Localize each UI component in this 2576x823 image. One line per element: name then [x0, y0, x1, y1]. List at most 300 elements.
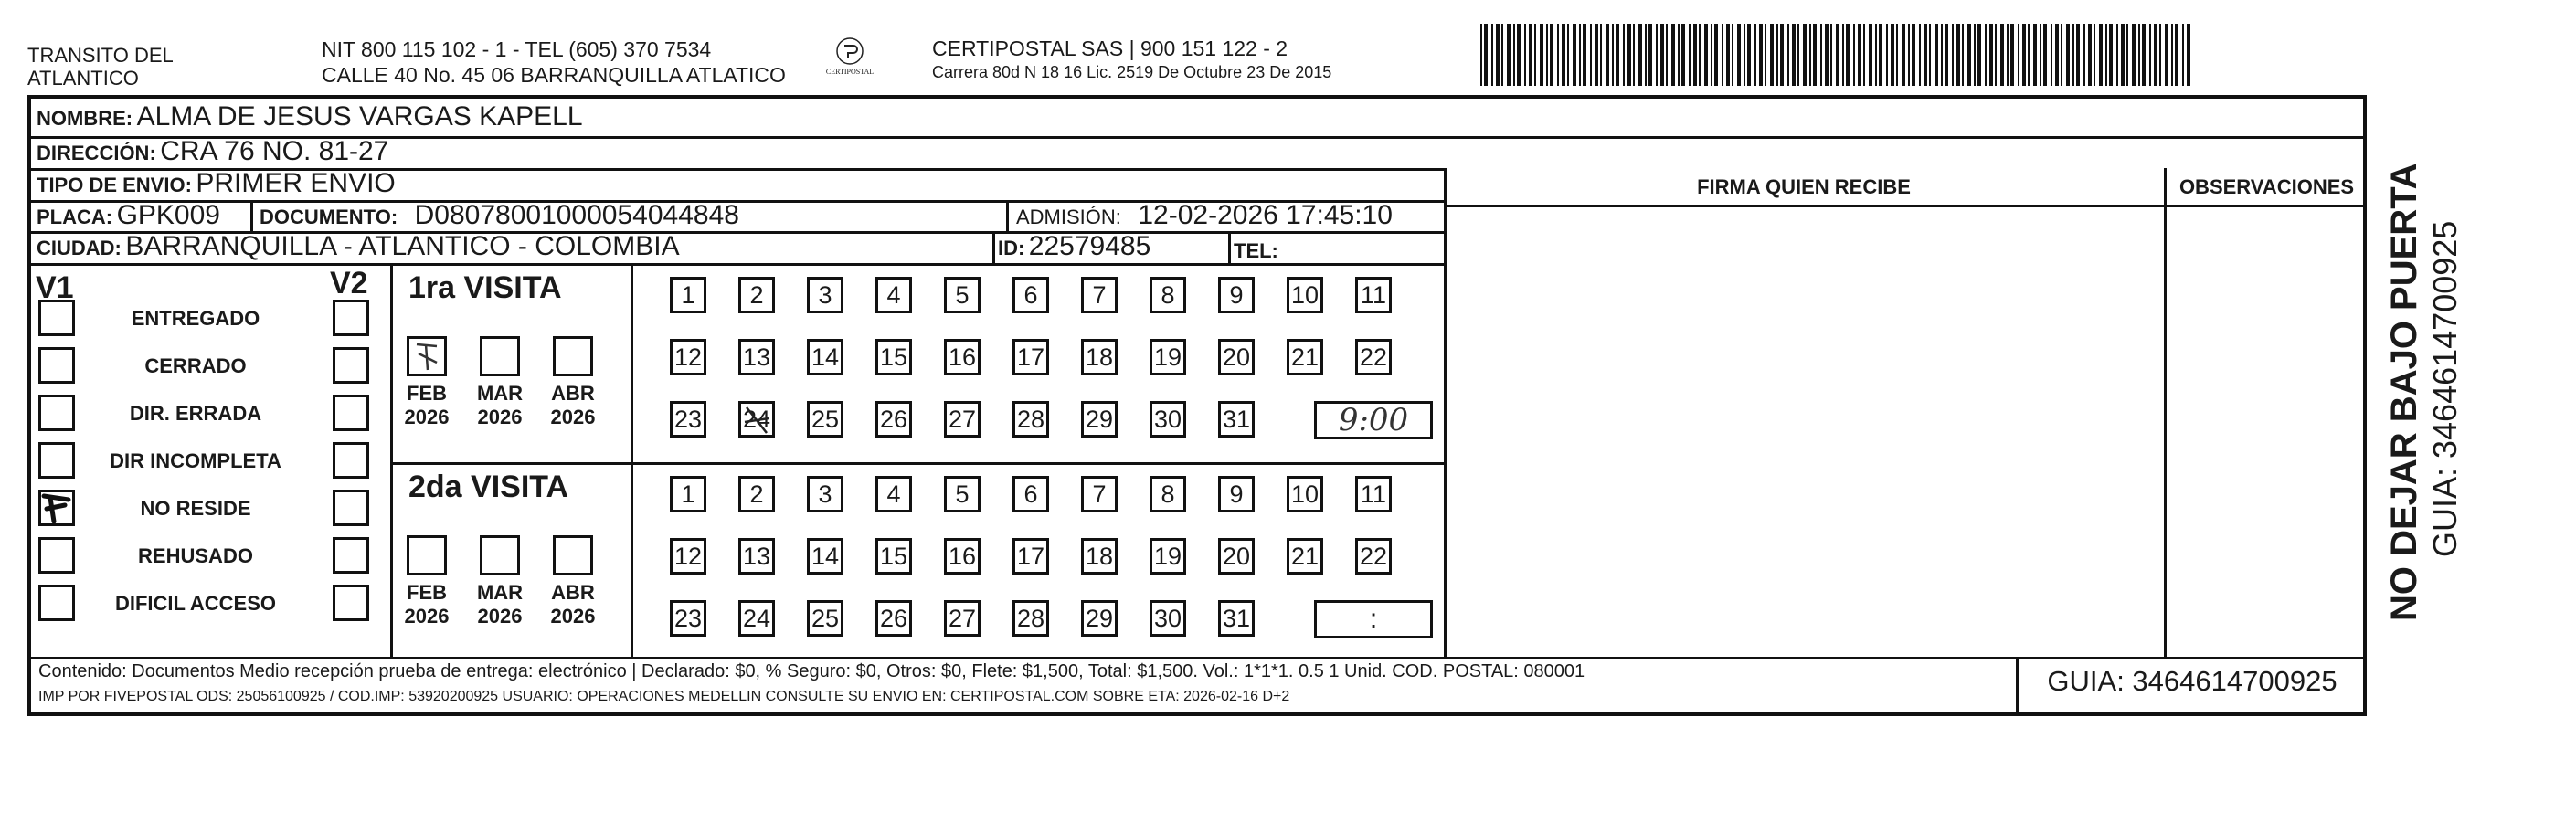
barcode-bar	[1612, 24, 1614, 86]
day-box[interactable]	[1081, 401, 1118, 438]
day-number: 10	[1290, 281, 1320, 309]
barcode-bar	[1501, 24, 1503, 86]
day-number: 13	[742, 343, 771, 371]
observaciones-header: OBSERVACIONES	[2178, 175, 2355, 198]
day-box[interactable]	[944, 538, 981, 575]
check-mark-icon	[41, 492, 72, 523]
day-box[interactable]	[875, 339, 912, 375]
barcode-bar	[1935, 24, 1938, 86]
day-number: 30	[1153, 605, 1182, 632]
day-number: 2	[749, 281, 764, 309]
barcode-bar	[1846, 24, 1850, 86]
barcode-bar	[1797, 24, 1799, 86]
barcode-bar	[2022, 24, 2026, 86]
barcode-bar	[1562, 24, 1565, 86]
day-number: 15	[879, 543, 908, 570]
day-number: 27	[948, 406, 977, 433]
day-number: 14	[811, 543, 840, 570]
barcode-bar	[1879, 24, 1882, 86]
day-box[interactable]	[807, 476, 843, 512]
day-number: 27	[948, 605, 977, 632]
barcode-icon	[1480, 24, 2193, 86]
ciudad-field: CIUDAD: BARRANQUILLA - ATLANTICO - COLOMBIA	[37, 231, 680, 261]
day-box[interactable]	[1012, 538, 1049, 575]
day-box[interactable]	[1081, 476, 1118, 512]
barcode-bar	[1896, 24, 1898, 86]
month-year: 2026	[550, 605, 596, 628]
barcode-bar	[2165, 24, 2168, 86]
barcode-bar	[1956, 24, 1960, 86]
time-field[interactable]: 9:00	[1314, 401, 1433, 439]
day-box[interactable]	[1150, 401, 1186, 438]
barcode-bar	[1809, 24, 1811, 86]
firma-header: FIRMA QUIEN RECIBE	[1697, 175, 1911, 198]
barcode-bar	[1616, 24, 1619, 86]
company-line: CERTIPOSTAL SAS | 900 151 122 - 2	[932, 37, 1288, 60]
day-number: 19	[1153, 343, 1182, 371]
day-box[interactable]	[807, 600, 843, 637]
barcode-bar	[1853, 24, 1855, 86]
status-label: DIFICIL ACCESO	[114, 592, 276, 615]
barcode-bar	[1699, 24, 1701, 86]
barcode-bar	[1534, 24, 1536, 86]
day-box[interactable]	[1287, 476, 1323, 512]
day-box[interactable]	[875, 600, 912, 637]
barcode-bar	[1600, 24, 1602, 86]
day-number: 19	[1153, 543, 1182, 570]
tel-field: TEL:	[1234, 239, 1278, 262]
day-box[interactable]	[1218, 401, 1255, 438]
day-number: 28	[1016, 406, 1045, 433]
day-box[interactable]	[670, 339, 706, 375]
day-number: 29	[1085, 406, 1114, 433]
imp-line: IMP POR FIVEPOSTAL ODS: 25056100925 / COD.IMP: 53920200925 USUARIO: OPERACIONES MEDELLIN CONSULTE SU ENVIO EN: CERTIPOSTAL.COM SOBRE ETA: 2026-02-16 D+2	[38, 689, 1290, 704]
visit-1-title: 1ra VISITA	[408, 270, 562, 305]
v1-checkbox[interactable]	[38, 537, 75, 574]
barcode-bar	[1813, 24, 1817, 86]
day-number: 8	[1161, 281, 1175, 309]
barcode-bar	[1886, 24, 1888, 86]
day-box[interactable]	[738, 538, 775, 575]
barcode-bar	[1825, 24, 1829, 86]
barcode-bar	[1704, 24, 1708, 86]
day-box[interactable]	[807, 277, 843, 313]
barcode-bar	[1645, 24, 1647, 86]
barcode-bar	[2159, 24, 2161, 86]
guia-box: GUIA: 3464614700925	[2047, 665, 2337, 697]
day-number: 5	[955, 480, 970, 508]
status-label: NO RESIDE	[140, 497, 251, 520]
v2-checkbox[interactable]	[333, 537, 369, 574]
day-number: 24	[742, 406, 771, 433]
barcode-bar	[1836, 24, 1839, 86]
day-box[interactable]	[1218, 339, 1255, 375]
barcode-bar	[1985, 24, 1987, 86]
status-label: CERRADO	[144, 354, 247, 377]
barcode-bar	[2072, 24, 2074, 86]
issuer-contact: NIT 800 115 102 - 1 - TEL (605) 370 7534 CALLE 40 No. 45 06 BARRANQUILLA ATLATICO	[322, 37, 786, 87]
day-number: 30	[1153, 406, 1182, 433]
day-box[interactable]	[738, 277, 775, 313]
day-box[interactable]	[1012, 600, 1049, 637]
barcode-bar	[1595, 24, 1598, 86]
day-box[interactable]	[1150, 339, 1186, 375]
month-label	[546, 382, 600, 429]
barcode-bar	[1765, 24, 1766, 86]
day-number: 6	[1023, 281, 1038, 309]
day-box[interactable]	[1287, 277, 1323, 313]
month-name: FEB	[407, 382, 447, 405]
day-box[interactable]	[875, 538, 912, 575]
barcode-bar	[1737, 24, 1741, 86]
barcode-bar	[1546, 24, 1548, 86]
day-number: 12	[673, 543, 703, 570]
v2-checkbox[interactable]	[333, 300, 369, 336]
barcode-bar	[1891, 24, 1894, 86]
barcode-bar	[1792, 24, 1796, 86]
day-box[interactable]	[1355, 277, 1392, 313]
day-box[interactable]	[1355, 538, 1392, 575]
barcode-bar	[1962, 24, 1964, 86]
barcode-bar	[1929, 24, 1931, 86]
day-number: 21	[1290, 543, 1320, 570]
documento-field: DOCUMENTO: D08078001000054044848	[260, 200, 739, 230]
barcode-bar	[1830, 24, 1832, 86]
barcode-bar	[1820, 24, 1822, 86]
month-checkbox[interactable]	[407, 535, 447, 575]
barcode-bar	[1583, 24, 1586, 86]
day-box[interactable]	[1218, 277, 1255, 313]
day-box[interactable]	[1081, 277, 1118, 313]
v1-checkbox[interactable]	[38, 490, 75, 526]
barcode-bar	[2018, 24, 2019, 86]
side-warning: NO DEJAR BAJO PUERTA	[2384, 163, 2424, 621]
day-box[interactable]	[875, 401, 912, 438]
day-box[interactable]	[670, 600, 706, 637]
barcode-bar	[2040, 24, 2041, 86]
barcode-bar	[2109, 24, 2113, 86]
day-box[interactable]	[1287, 339, 1323, 375]
v2-checkbox[interactable]	[333, 442, 369, 479]
day-number: 7	[1092, 480, 1107, 508]
day-number: 9	[1229, 281, 1244, 309]
day-box[interactable]	[944, 600, 981, 637]
barcode-bar	[1875, 24, 1877, 86]
day-number: 21	[1290, 343, 1320, 371]
day-box[interactable]	[738, 600, 775, 637]
barcode-bar	[1787, 24, 1789, 86]
v1-checkbox[interactable]	[38, 442, 75, 479]
v1-label: V1	[36, 270, 74, 305]
barcode-bar	[1759, 24, 1763, 86]
day-box[interactable]	[1287, 538, 1323, 575]
v1-checkbox[interactable]	[38, 300, 75, 336]
day-number: 18	[1085, 543, 1114, 570]
day-number: 24	[742, 605, 771, 632]
status-label: ENTREGADO	[131, 307, 260, 330]
barcode-bar	[1989, 24, 1993, 86]
barcode-bar	[1941, 24, 1943, 86]
barcode-bar	[2149, 24, 2151, 86]
barcode-bar	[1484, 24, 1488, 86]
barcode-bar	[1967, 24, 1971, 86]
barcode-bar	[1507, 24, 1511, 86]
day-box[interactable]	[1081, 538, 1118, 575]
day-box[interactable]	[738, 401, 775, 438]
barcode-bar	[2182, 24, 2184, 86]
status-panel	[31, 263, 390, 657]
month-label	[399, 581, 454, 628]
v1-checkbox[interactable]	[38, 347, 75, 384]
status-label: REHUSADO	[138, 544, 253, 567]
v2-checkbox[interactable]	[333, 585, 369, 621]
day-number: 14	[811, 343, 840, 371]
day-number: 7	[1092, 281, 1107, 309]
day-number: 12	[673, 343, 703, 371]
barcode-bar	[1689, 24, 1691, 86]
barcode-bar	[1858, 24, 1861, 86]
day-box[interactable]	[1150, 600, 1186, 637]
day-box[interactable]	[875, 476, 912, 512]
day-number: 1	[681, 480, 695, 508]
day-number: 26	[879, 605, 908, 632]
day-number: 10	[1290, 480, 1320, 508]
day-number: 22	[1359, 343, 1388, 371]
barcode-bar	[2121, 24, 2125, 86]
admision-field: ADMISIÓN: 12-02-2026 17:45:10	[1016, 200, 1393, 230]
barcode-bar	[1671, 24, 1675, 86]
barcode-bar	[1656, 24, 1658, 86]
day-box[interactable]	[1081, 600, 1118, 637]
barcode-bar	[2010, 24, 2014, 86]
month-name: MAR	[476, 382, 524, 405]
day-box[interactable]	[1081, 339, 1118, 375]
day-box[interactable]	[944, 277, 981, 313]
barcode-bar	[1842, 24, 1844, 86]
day-box[interactable]	[1150, 538, 1186, 575]
day-number: 28	[1016, 605, 1045, 632]
day-number: 23	[673, 406, 703, 433]
day-box[interactable]	[738, 339, 775, 375]
contenido-line: Contenido: Documentos Medio recepción prueba de entrega: electrónico | Declarado: $0, % Seguro: $0, Otros: $0, Flete: $1,500, Total: $1,500. Vol.: 1*1*1. 0.5 1 Unid. COD. POSTAL: 080001	[38, 661, 1585, 681]
time-field[interactable]: :	[1314, 600, 1433, 638]
barcode-bar	[2088, 24, 2092, 86]
v1-checkbox[interactable]	[38, 395, 75, 431]
day-box[interactable]	[944, 401, 981, 438]
day-number: 5	[955, 281, 970, 309]
day-box[interactable]	[1012, 476, 1049, 512]
day-box[interactable]	[1355, 476, 1392, 512]
day-number: 2	[749, 480, 764, 508]
month-checkbox[interactable]	[553, 535, 593, 575]
barcode-bar	[1550, 24, 1553, 86]
barcode-bar	[1666, 24, 1668, 86]
visit-1-days	[631, 263, 1444, 462]
day-number: 9	[1229, 480, 1244, 508]
month-label	[399, 382, 454, 429]
day-box[interactable]	[1218, 476, 1255, 512]
day-number: 8	[1161, 480, 1175, 508]
check-mark-icon	[409, 339, 444, 374]
day-box[interactable]	[807, 401, 843, 438]
day-box[interactable]	[1012, 277, 1049, 313]
barcode-bar	[2061, 24, 2062, 86]
barcode-bar	[1711, 24, 1712, 86]
barcode-bar	[1480, 24, 1482, 86]
day-box[interactable]	[738, 476, 775, 512]
v2-checkbox[interactable]	[333, 490, 369, 526]
day-number: 23	[673, 605, 703, 632]
barcode-bar	[1491, 24, 1493, 86]
barcode-bar	[2138, 24, 2140, 86]
month-checkbox[interactable]	[407, 336, 447, 376]
barcode-bar	[1681, 24, 1685, 86]
barcode-bar	[1660, 24, 1664, 86]
day-box[interactable]	[670, 277, 706, 313]
barcode-bar	[2126, 24, 2128, 86]
day-number: 26	[879, 406, 908, 433]
visit-2-months	[390, 462, 631, 657]
tipo-envio-field: TIPO DE ENVIO: PRIMER ENVIO	[37, 168, 396, 198]
barcode-bar	[1540, 24, 1543, 86]
barcode-bar	[1977, 24, 1981, 86]
day-number: 31	[1222, 605, 1251, 632]
barcode-bar	[1974, 24, 1976, 86]
day-number: 13	[742, 543, 771, 570]
barcode-bar	[1606, 24, 1609, 86]
barcode-bar	[1513, 24, 1515, 86]
barcode-bar	[1754, 24, 1756, 86]
barcode-bar	[2051, 24, 2052, 86]
day-number: 17	[1016, 543, 1045, 570]
barcode-bar	[2043, 24, 2047, 86]
barcode-bar	[2076, 24, 2080, 86]
day-box[interactable]	[1355, 339, 1392, 375]
day-box[interactable]	[1150, 476, 1186, 512]
barcode-bar	[1747, 24, 1751, 86]
barcode-bar	[2171, 24, 2173, 86]
day-box[interactable]	[1218, 600, 1255, 637]
barcode-bar	[1638, 24, 1642, 86]
barcode-bar	[2187, 24, 2190, 86]
barcode-bar	[1693, 24, 1697, 86]
month-name: FEB	[407, 581, 447, 604]
issuer-name: TRANSITO DEL ATLANTICO	[27, 44, 174, 90]
barcode-bar	[2154, 24, 2157, 86]
day-box[interactable]	[944, 339, 981, 375]
barcode-bar	[1590, 24, 1592, 86]
day-box[interactable]	[1012, 401, 1049, 438]
day-box[interactable]	[1218, 538, 1255, 575]
barcode-bar	[1776, 24, 1778, 86]
day-number: 16	[948, 543, 977, 570]
month-label	[546, 581, 600, 628]
day-number: 20	[1222, 543, 1251, 570]
day-number: 16	[948, 343, 977, 371]
v1-checkbox[interactable]	[38, 585, 75, 621]
id-field: ID: 22579485	[998, 231, 1151, 261]
barcode-bar	[2116, 24, 2118, 86]
day-box[interactable]	[1150, 277, 1186, 313]
day-number: 25	[811, 406, 840, 433]
month-label	[472, 382, 527, 429]
day-box[interactable]	[944, 476, 981, 512]
month-name: MAR	[476, 581, 524, 604]
barcode-bar	[1678, 24, 1680, 86]
barcode-bar	[1908, 24, 1910, 86]
day-box[interactable]	[670, 538, 706, 575]
barcode-bar	[1524, 24, 1526, 86]
month-checkbox[interactable]	[480, 336, 520, 376]
month-year: 2026	[477, 605, 523, 628]
barcode-bar	[1919, 24, 1921, 86]
barcode-bar	[1902, 24, 1905, 86]
v2-checkbox[interactable]	[333, 395, 369, 431]
day-number: 4	[886, 480, 901, 508]
barcode-bar	[1924, 24, 1927, 86]
day-number: 29	[1085, 605, 1114, 632]
barcode-bar	[2083, 24, 2085, 86]
day-number: 25	[811, 605, 840, 632]
month-checkbox[interactable]	[480, 535, 520, 575]
day-box[interactable]	[875, 277, 912, 313]
v2-label: V2	[330, 266, 368, 301]
barcode-bar	[2055, 24, 2059, 86]
delivery-form	[27, 95, 2367, 716]
barcode-bar	[2094, 24, 2095, 86]
barcode-bar	[1995, 24, 1997, 86]
barcode-bar	[1529, 24, 1532, 86]
day-number: 6	[1023, 480, 1038, 508]
barcode-bar	[1623, 24, 1625, 86]
barcode-bar	[1579, 24, 1581, 86]
barcode-bar	[2007, 24, 2009, 86]
barcode-bar	[1912, 24, 1915, 86]
barcode-bar	[1714, 24, 1718, 86]
day-box[interactable]	[807, 339, 843, 375]
month-name: ABR	[551, 382, 595, 405]
barcode-bar	[1945, 24, 1948, 86]
status-label: DIR. ERRADA	[129, 402, 262, 425]
barcode-bar	[1557, 24, 1559, 86]
barcode-bar	[1648, 24, 1652, 86]
day-box[interactable]	[1012, 339, 1049, 375]
month-checkbox[interactable]	[553, 336, 593, 376]
v2-checkbox[interactable]	[333, 347, 369, 384]
barcode-bar	[1573, 24, 1576, 86]
barcode-bar	[2066, 24, 2070, 86]
status-label: DIR INCOMPLETA	[110, 449, 281, 472]
direccion-field: DIRECCIÓN: CRA 76 NO. 81-27	[37, 136, 389, 166]
barcode-bar	[1496, 24, 1500, 86]
barcode-bar	[1770, 24, 1774, 86]
month-year: 2026	[477, 406, 523, 428]
barcode-bar	[2000, 24, 2004, 86]
day-number: 31	[1222, 406, 1251, 433]
license-line: Carrera 80d N 18 16 Lic. 2519 De Octubre 23 De 2015	[932, 63, 1332, 81]
month-name: ABR	[551, 581, 595, 604]
day-box[interactable]	[807, 538, 843, 575]
day-number: 3	[818, 281, 832, 309]
barcode-bar	[1726, 24, 1730, 86]
day-box[interactable]	[670, 401, 706, 438]
barcode-bar	[1952, 24, 1954, 86]
barcode-bar	[1722, 24, 1723, 86]
day-number: 15	[879, 343, 908, 371]
day-number: 17	[1016, 343, 1045, 371]
nombre-field: NOMBRE: ALMA DE JESUS VARGAS KAPELL	[37, 101, 583, 132]
day-box[interactable]	[670, 476, 706, 512]
